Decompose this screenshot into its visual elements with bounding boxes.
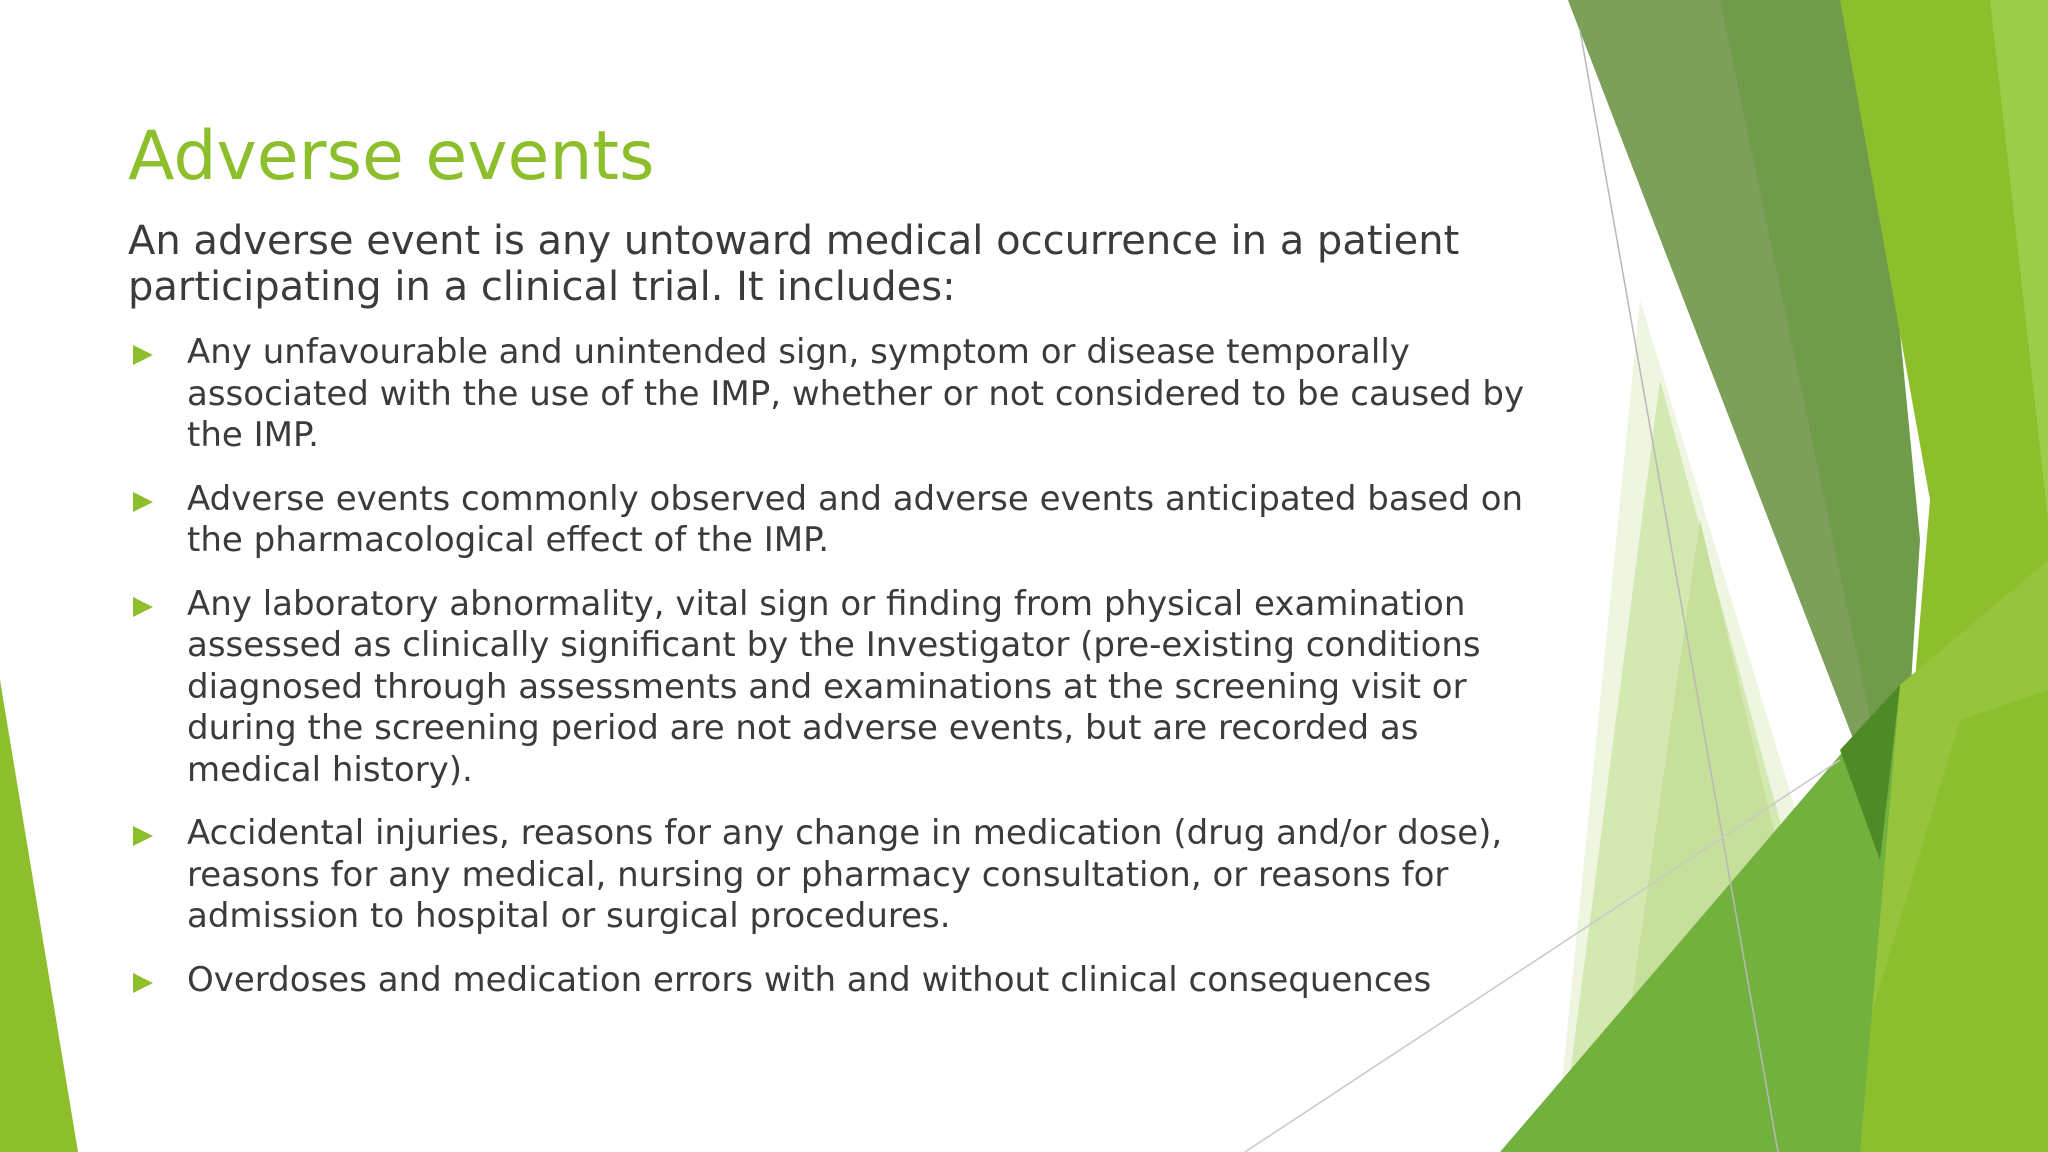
bullet-text: Any laboratory abnormality, vital sign or finding from physical examination assessed as clinically significant by the Investigator (pre-existing conditions diagnosed through assessments and examinations at the screening visit or during the screening period are not adverse events, but are recorded as medical history). bbox=[187, 583, 1481, 790]
bullet-item-1 bbox=[128, 332, 1558, 457]
triangle-arrow-icon bbox=[133, 345, 153, 365]
left-green-sliver bbox=[0, 680, 78, 1152]
triangle-arrow-icon bbox=[133, 492, 153, 512]
intro-paragraph: An adverse event is any untoward medical occurrence in a patient participating in a clinical trial. It includes: bbox=[128, 218, 1460, 310]
bullet-text: Adverse events commonly observed and adverse events anticipated based on the pharmacological effect of the IMP. bbox=[187, 478, 1524, 560]
triangle-arrow-icon bbox=[133, 973, 153, 993]
slide-title: Adverse events bbox=[128, 117, 655, 196]
triangle-arrow-icon bbox=[133, 597, 153, 617]
bullet-text: Accidental injuries, reasons for any change in medication (drug and/or dose), reasons for any medical, nursing or pharmacy consultation, or reasons for admission to hospital or surgical procedures. bbox=[187, 813, 1503, 936]
bullet-text: Any unfavourable and unintended sign, symptom or disease temporally associated with the use of the IMP, whether or not considered to be caused by the IMP. bbox=[187, 332, 1525, 455]
bullet-item-3 bbox=[128, 584, 1558, 792]
bullet-list bbox=[128, 332, 1558, 1023]
triangle-arrow-icon bbox=[133, 826, 153, 846]
bullet-item-5 bbox=[128, 960, 1558, 1002]
bullet-text: Overdoses and medication errors with and without clinical consequences bbox=[187, 959, 1432, 1000]
bullet-item-4 bbox=[128, 813, 1558, 938]
bullet-item-2 bbox=[128, 479, 1558, 562]
